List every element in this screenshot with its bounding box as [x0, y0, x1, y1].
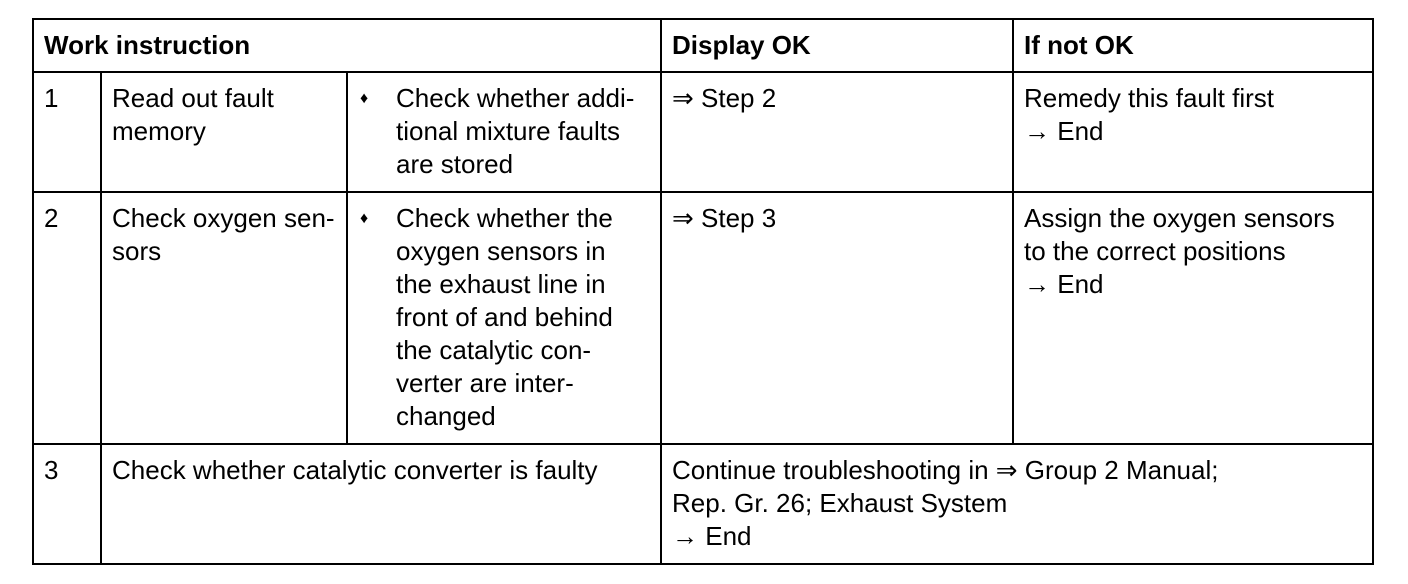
table-header-row — [33, 19, 1373, 72]
step-action-line: memory — [112, 116, 206, 146]
step-action-line: sors — [112, 236, 162, 266]
if-not-ok-line: to the correct positions — [1024, 236, 1286, 266]
table-row — [33, 192, 1373, 444]
display-ok-line: ⇒ Step 2 — [672, 83, 777, 113]
table-row — [33, 72, 1373, 192]
step-detail-line: front of and behind — [396, 302, 613, 332]
step-action — [101, 72, 347, 192]
if-not-ok-line: Assign the oxygen sensors — [1024, 203, 1335, 233]
step-action — [101, 444, 661, 564]
work-instruction-table — [32, 18, 1374, 565]
if-not-ok-line: → End — [1024, 269, 1104, 299]
step-detail-line: tional mixture faults — [396, 116, 620, 146]
step-detail-line: are stored — [396, 149, 514, 179]
step-detail-line: Check whether addi- — [396, 83, 635, 113]
result-line: Continue troubleshooting in ⇒ Group 2 Manual; — [672, 455, 1219, 485]
result-line: → End — [672, 521, 752, 551]
display-ok-line: ⇒ Step 3 — [672, 203, 777, 233]
diamond-bullet-icon: ♦ — [360, 90, 369, 107]
step-number: 2 — [33, 192, 101, 444]
header-if-not-ok: If not OK — [1013, 19, 1373, 72]
step-detail — [347, 192, 661, 444]
if-not-ok-line: → End — [1024, 116, 1104, 146]
diamond-bullet-icon: ♦ — [360, 210, 369, 227]
if-not-ok-line: Remedy this fault first — [1024, 83, 1274, 113]
step-action-line: Check whether catalytic converter is faulty — [112, 455, 598, 485]
step-number: 1 — [33, 72, 101, 192]
display-ok-result — [661, 192, 1013, 444]
step-detail-line: the catalytic con- — [396, 335, 592, 365]
header-display-ok: Display OK — [661, 19, 1013, 72]
step-detail-line: changed — [396, 401, 496, 431]
step-action — [101, 192, 347, 444]
header-work-instruction: Work instruction — [33, 19, 661, 72]
step-detail — [347, 72, 661, 192]
table-row — [33, 444, 1373, 564]
result-line: Rep. Gr. 26; Exhaust System — [672, 488, 1008, 518]
display-ok-result — [661, 72, 1013, 192]
if-not-ok-result — [1013, 192, 1373, 444]
step-detail-line: oxygen sensors in — [396, 236, 606, 266]
step-action-line: Check oxygen sen- — [112, 203, 335, 233]
if-not-ok-result — [1013, 72, 1373, 192]
step-number: 3 — [33, 444, 101, 564]
combined-result — [661, 444, 1373, 564]
step-detail-line: the exhaust line in — [396, 269, 606, 299]
step-detail-line: Check whether the — [396, 203, 613, 233]
step-action-line: Read out fault — [112, 83, 274, 113]
step-detail-line: verter are inter- — [396, 368, 574, 398]
